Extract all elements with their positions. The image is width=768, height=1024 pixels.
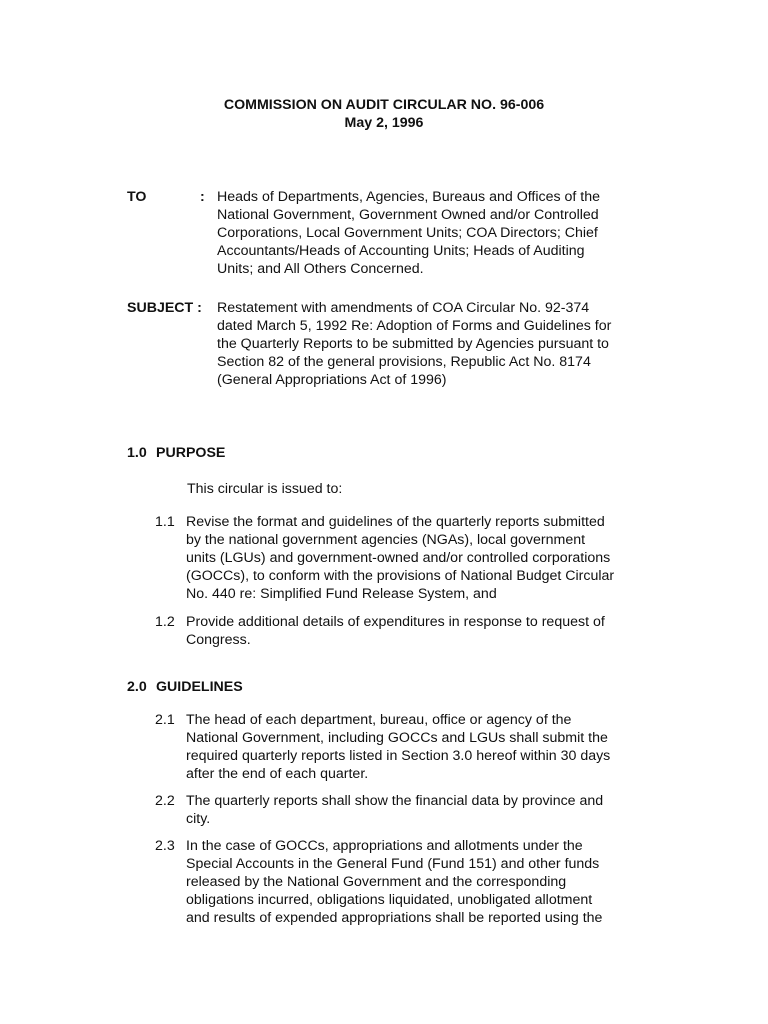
to-label: TO [127,189,147,205]
section-heading-guidelines [127,678,243,696]
item-line: after the end of each quarter. [186,766,369,782]
to-colon: : [200,189,205,205]
item-line: The quarterly reports shall show the financial data by province and [186,793,604,809]
to-line: Corporations, Local Government Units; COA Directors; Chief [217,225,598,241]
circular-date: May 2, 1996 [344,115,424,131]
section-number: 1.0 [127,445,147,461]
item-line: No. 440 re: Simplified Fund Release System, and [186,586,497,602]
to-recipients [217,188,647,278]
item-line: Congress. [186,632,251,648]
item-number: 1.2 [155,614,175,630]
section-title: PURPOSE [156,445,226,461]
subject-text [217,299,647,389]
item-line: Special Accounts in the General Fund (Fund 151) and other funds [186,856,600,872]
section-number: 2.0 [127,679,147,695]
to-line: Accountants/Heads of Accounting Units; Heads of Auditing [217,243,585,259]
item-line: city. [186,811,211,827]
item-line: units (LGUs) and government-owned and/or controlled corporations [186,550,611,566]
item-line: by the national government agencies (NGAs), local government [186,532,586,548]
to-line: Units; and All Others Concerned. [217,261,424,277]
purpose-intro: This circular is issued to: [187,481,343,497]
item-line: National Government, including GOCCs and LGUs shall submit the [186,730,608,746]
to-line: Heads of Departments, Agencies, Bureaus and Offices of the [217,189,601,205]
item-line: obligations incurred, obligations liquidated, unobligated allotment [186,892,593,908]
document-title-block [0,96,768,132]
item-line: (GOCCs), to conform with the provisions of National Budget Circular [186,568,615,584]
to-line: National Government, Government Owned and/or Controlled [217,207,599,223]
subject-line: Restatement with amendments of COA Circular No. 92-374 [217,300,590,316]
subject-line: (General Appropriations Act of 1996) [217,372,447,388]
subject-label: SUBJECT : [127,300,202,316]
item-line: The head of each department, bureau, office or agency of the [186,712,572,728]
item-number: 1.1 [155,514,175,530]
item-line: and results of expended appropriations shall be reported using the [186,910,603,926]
item-number: 2.1 [155,712,175,728]
section-title: GUIDELINES [156,679,243,695]
section-heading-purpose [127,444,225,462]
subject-line: Section 82 of the general provisions, Republic Act No. 8174 [217,354,591,370]
item-number: 2.2 [155,793,175,809]
item-line: Provide additional details of expenditures in response to request of [186,614,605,630]
item-text [186,711,646,783]
item-text [186,837,646,927]
item-line: released by the National Government and the corresponding [186,874,567,890]
item-line: In the case of GOCCs, appropriations and allotments under the [186,838,583,854]
item-text [186,613,646,649]
item-number: 2.3 [155,838,175,854]
circular-title: COMMISSION ON AUDIT CIRCULAR NO. 96-006 [223,97,545,113]
subject-line: the Quarterly Reports to be submitted by Agencies pursuant to [217,336,609,352]
item-text [186,513,646,603]
item-line: Revise the format and guidelines of the quarterly reports submitted [186,514,605,530]
subject-line: dated March 5, 1992 Re: Adoption of Forms and Guidelines for [217,318,612,334]
item-text [186,792,646,828]
item-line: required quarterly reports listed in Section 3.0 hereof within 30 days [186,748,611,764]
